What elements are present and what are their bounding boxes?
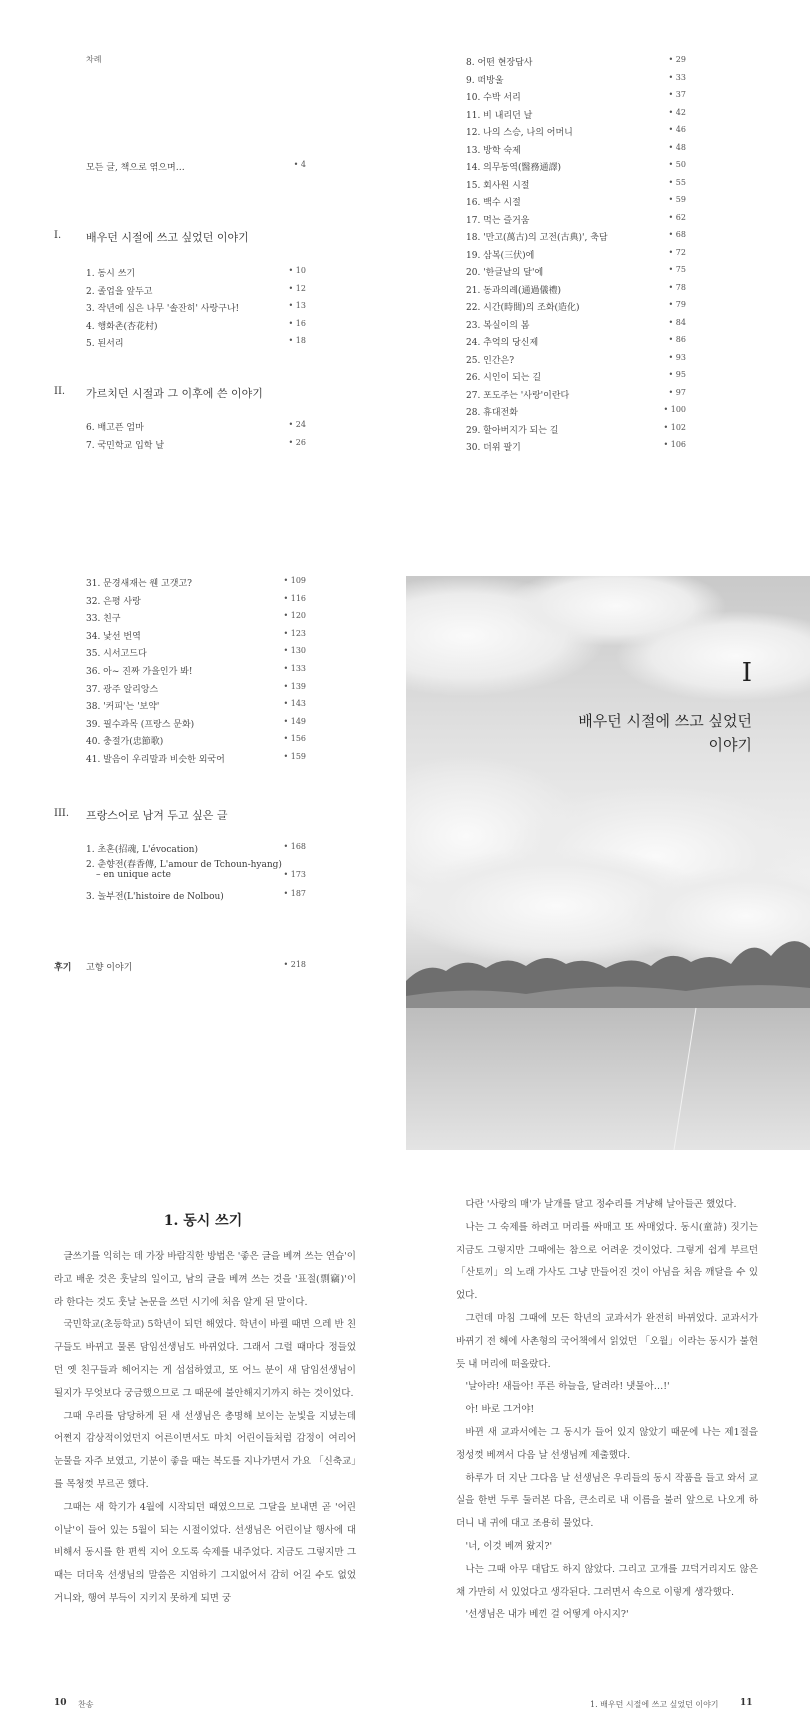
- toc-item-page: • 16: [288, 318, 306, 328]
- toc-item-title: 33. 친구: [86, 614, 121, 625]
- toc-item-title: 11. 비 내리던 날: [466, 110, 533, 121]
- toc-item-title: 41. 발음이 우리말과 비슷한 외국어: [86, 755, 225, 765]
- toc-item-page: • 42: [668, 107, 686, 117]
- part3-number: III.: [54, 808, 70, 819]
- toc-item-page: • 86: [668, 335, 686, 344]
- toc-item-title: 30. 더위 팔기: [466, 443, 521, 453]
- footer-left-page-number: 10: [54, 1698, 67, 1708]
- toc-item-page: • 75: [668, 265, 686, 274]
- toc-item-page: • 84: [668, 317, 686, 327]
- toc-item-title: 32. 은평 사랑: [86, 596, 141, 607]
- toc-item-title: 4. 행화촌(杏花村): [86, 321, 158, 332]
- toc-item-page: • 10: [288, 266, 306, 275]
- toc-item-page: • 13: [288, 301, 306, 310]
- toc-item-title: 3. 작년에 심은 나무 '솔잔히' 사랑구나!: [86, 304, 240, 314]
- toc-item-page: • 173: [283, 870, 306, 879]
- part3-title: 프랑스어로 남겨 두고 싶은 글: [86, 809, 228, 822]
- toc-item-page: • 12: [288, 283, 306, 293]
- body-paragraph: 글쓰기를 익히는 데 가장 바람직한 방법은 '좋은 글을 베껴 쓰는 연습'이라고 배운 것은 훗날의 일이고, 남의 글을 베껴 쓰는 것을 '표절(剽竊)'이라 한다는 것도 훗날 논문을 쓰던 시기에 처음 알게 된 말이다.: [54, 1251, 356, 1308]
- body-left-column: [54, 1246, 356, 1611]
- toc-item-title: 20. '한글날의 달'에: [466, 268, 544, 278]
- part2-title: 가르치던 시절과 그 이후에 쓴 이야기: [86, 387, 263, 400]
- toc-item-title: 28. 휴대전화: [466, 408, 518, 418]
- toc-item-title: 26. 시인이 되는 길: [466, 373, 542, 383]
- toc-item-page: • 130: [283, 646, 306, 656]
- toc-item-title: 25. 인간은?: [466, 355, 515, 366]
- toc-item-page: • 97: [668, 387, 686, 397]
- toc-item-page: • 187: [283, 889, 306, 898]
- toc-item-title: 13. 방학 숙제: [466, 145, 521, 156]
- toc-item-title: 5. 된서리: [86, 339, 124, 349]
- toc-item-page: • 102: [663, 422, 686, 432]
- toc-item-page: • 93: [668, 352, 686, 362]
- toc-item-title: 24. 추억의 당신제: [466, 338, 539, 348]
- toc-item-page: • 79: [668, 300, 686, 309]
- body-paragraph: 국민학교(초등학교) 5학년이 되던 해였다. 학년이 바뀔 때면 으레 반 친구들도 바뀌고 물론 담임선생님도 바뀌었다. 그래서 그럴 때마다 정들었던 옛 친구들과 헤어지는 게 섭섭하였고, 또 어느 분이 새 담임선생님이 될지가 무엇보다 궁금했으므로 그 때문에 불안해지기까지 하는 것이었다.: [54, 1319, 356, 1399]
- toc-item-title: 16. 백수 시절: [466, 198, 521, 208]
- toc-item-title: 34. 낯선 번역: [86, 631, 141, 642]
- toc-prologue-title: 모든 글, 책으로 엮으며…: [86, 163, 185, 173]
- footer-left-label: 찬송: [78, 1700, 94, 1709]
- toc-item-page: • 62: [668, 212, 686, 222]
- toc-item-page: • 46: [668, 125, 686, 134]
- toc-item-page: • 33: [668, 72, 686, 82]
- toc-item-title: 15. 회사원 시절: [466, 180, 530, 191]
- toc-item-page: • 106: [663, 440, 686, 449]
- toc-item-page: • 48: [668, 142, 686, 152]
- sky-field-photo: [406, 576, 810, 1150]
- toc-item-title: 12. 나의 스승, 나의 어머니: [466, 128, 573, 138]
- toc-item-page: • 156: [283, 734, 306, 744]
- toc-item-title: 38. '커피'는 '보약': [86, 702, 160, 713]
- toc-item-title: 22. 시간(時間)의 조화(造化): [466, 303, 580, 313]
- toc-item-page: • 24: [288, 420, 306, 429]
- toc-item-title: 14. 의무동역(醫務通譯): [466, 163, 561, 173]
- toc-item-title: 3. 놀부전(L'histoire de Nolbou): [86, 892, 224, 902]
- toc-label: 차례: [86, 55, 102, 64]
- toc-item-page: • 123: [283, 628, 306, 638]
- toc-item-page: • 100: [663, 405, 686, 414]
- toc-item-page: • 18: [288, 336, 306, 345]
- toc-item-title: 9. 떠방울: [466, 75, 504, 86]
- toc-prologue-page: • 4: [293, 160, 306, 169]
- toc-item-title: 2. 졸업을 앞두고: [86, 286, 153, 297]
- toc-spread-2: [0, 576, 810, 1150]
- toc-item-title: 19. 삼복(三伏)에: [466, 250, 535, 261]
- toc-item-page: • 120: [283, 611, 306, 621]
- body-paragraph: '너, 이것 베껴 왔지?': [465, 1540, 553, 1552]
- afterword-title: 고향 이야기: [86, 963, 133, 973]
- body-paragraph: 바뀐 새 교과서에는 그 동시가 들어 있지 않았기 때문에 나는 제1절을 정성껏 베껴서 다음 날 선생님께 제출했다.: [456, 1426, 758, 1461]
- toc-item-page: • 139: [283, 681, 306, 691]
- toc-item-title: 17. 먹는 즐거움: [466, 215, 530, 226]
- footer-right-label: 1. 배우던 시절에 쓰고 싶었던 이야기: [590, 1700, 719, 1709]
- toc-item-title: 36. 아~ 진짜 가을인가 봐!: [86, 667, 193, 677]
- toc-item-page: • 59: [668, 195, 686, 204]
- afterword-label: 후기: [54, 963, 72, 973]
- body-paragraph: 그때는 새 학기가 4월에 시작되던 때였으므로 그달을 보내면 곧 '어린이날'이 들어 있는 5월이 되는 시절이었다. 선생님은 어린이날 행사에 대비해서 동시를 한 편씩 지어 오도록 숙제를 내주었다. 지금도 그렇지만 그때는 더더욱 선생님의 말씀은 지엄하기 그지없어서 감히 어길 수도 없었거니와, 행여 부득이 지키지 못하게 되면 궁: [54, 1501, 356, 1604]
- body-paragraph: 나는 그때 아무 대답도 하지 않았다. 그리고 고개를 끄덕거리지도 않은 채 가만히 서 있었다고 생각된다. 그러면서 속으로 이렇게 생각했다.: [456, 1563, 758, 1598]
- toc-item-title: 39. 필수과목 (프랑스 문화): [86, 719, 195, 730]
- toc-item-title: – en unique acte: [96, 870, 171, 880]
- toc-item-page: • 29: [668, 55, 686, 64]
- body-paragraph: 하루가 더 지난 그다음 날 선생님은 우리들의 동시 작품을 들고 와서 교실을 한번 두루 둘러본 다음, 큰소리로 내 이름을 불러 앞으로 나오게 하더니 내 귀에 대고 조용히 물었다.: [456, 1472, 758, 1530]
- toc-item-page: • 37: [668, 90, 686, 99]
- toc-item-title: 1. 동시 쓰기: [86, 269, 136, 279]
- body-paragraph: 그때 우리를 담당하게 된 새 선생님은 총명해 보이는 눈빛을 지녔는데 어쩐지 감상적이었던지 어른이면서도 마치 어린이들처럼 감정이 여리어 눈물을 자주 보였고, 기분이 좋을 때는 복도를 지나가면서 가요 「신축교」를 목청껏 부르곤 했다.: [54, 1410, 356, 1490]
- toc-item-title: 27. 포도주는 '사랑'이란다: [466, 390, 570, 401]
- toc-item-title: 7. 국민학교 입학 날: [86, 440, 165, 451]
- toc-item-page: • 78: [668, 282, 686, 292]
- part1-number: I.: [54, 230, 62, 241]
- chapter-title: 1. 동시 쓰기: [163, 1213, 243, 1229]
- toc-item-page: • 109: [283, 576, 306, 585]
- divider-title-line2: 이야기: [708, 736, 752, 754]
- toc-item-title: 6. 배고픈 엄마: [86, 423, 144, 433]
- toc-item-page: • 168: [283, 842, 306, 851]
- toc-item-page: • 149: [283, 716, 306, 726]
- toc-item-title: 8. 어떤 현장답사: [466, 58, 533, 68]
- body-paragraph: '선생님은 내가 베낀 걸 어떻게 아시지?': [465, 1609, 629, 1621]
- toc-item-title: 18. '만고(萬古)의 고전(古典)', 축담: [466, 233, 608, 243]
- body-right-column: [456, 1194, 758, 1627]
- toc-item-page: • 55: [668, 177, 686, 187]
- body-spread: [0, 1180, 810, 1722]
- toc-item-page: • 116: [283, 593, 306, 603]
- body-paragraph: 다란 '사랑의 매'가 날개를 달고 정수리를 겨냥해 날아들곤 했었다.: [465, 1199, 737, 1210]
- part2-number: II.: [54, 386, 66, 397]
- divider-title-line1: 배우던 시절에 쓰고 싶었던: [578, 712, 752, 730]
- toc-item-title: 23. 복실이의 봄: [466, 320, 530, 331]
- toc-item-title: 31. 문경새재는 웬 고갯고?: [86, 579, 192, 589]
- footer-right-page-number: 11: [740, 1698, 753, 1708]
- toc-item-page: • 68: [668, 230, 686, 239]
- toc-item-title: 21. 동과의례(通過儀禮): [466, 285, 561, 296]
- toc-item-page: • 143: [283, 699, 306, 709]
- body-paragraph: '날아라! 새들아! 푸른 하늘을, 달려라! 냇물아…!': [465, 1381, 670, 1393]
- afterword-page: • 218: [283, 960, 306, 969]
- toc-item-page: • 72: [668, 247, 686, 257]
- toc-item-page: • 95: [668, 370, 686, 379]
- toc-item-title: 1. 초혼(招魂, L'évocation): [86, 845, 198, 855]
- body-paragraph: 아! 바로 그거야!: [465, 1404, 535, 1416]
- toc-item-page: • 50: [668, 160, 686, 169]
- toc-item-title: 10. 수박 서리: [466, 93, 521, 103]
- toc-item-title: 35. 시서고드다: [86, 649, 147, 660]
- toc-spread-1: [0, 0, 810, 520]
- toc-item-title: 2. 춘향전(春香傳, L'amour de Tchoun-hyang): [86, 860, 282, 870]
- toc-item-page: • 159: [283, 752, 306, 761]
- toc-item-page: • 133: [283, 664, 306, 673]
- toc-item-page: • 26: [288, 437, 306, 447]
- body-paragraph: 나는 그 숙제를 하려고 머리를 싸매고 또 싸매었다. 동시(童詩) 짓기는 지금도 그렇지만 그때에는 참으로 어려운 것이었다. 그렇게 쉽게 부르던 「산토끼」의 노래 가사도 그냥 만들어진 것이 아님을 처음 깨달을 수 있었다.: [456, 1221, 758, 1302]
- part1-title: 배우던 시절에 쓰고 싶었던 이야기: [86, 231, 249, 244]
- divider-numeral: I: [741, 658, 752, 688]
- toc-item-title: 29. 할아버지가 되는 길: [466, 425, 559, 436]
- toc-item-title: 40. 충절가(忠節歌): [86, 737, 164, 748]
- toc-item-title: 37. 광주 알리앙스: [86, 684, 159, 695]
- body-paragraph: 그런데 마침 그때에 모든 학년의 교과서가 완전히 바뀌었다. 교과서가 바뀌기 전 해에 사촌형의 국어책에서 읽었던 「오월」이라는 동시가 불현듯 내 머리에 떠올랐다.: [456, 1312, 758, 1370]
